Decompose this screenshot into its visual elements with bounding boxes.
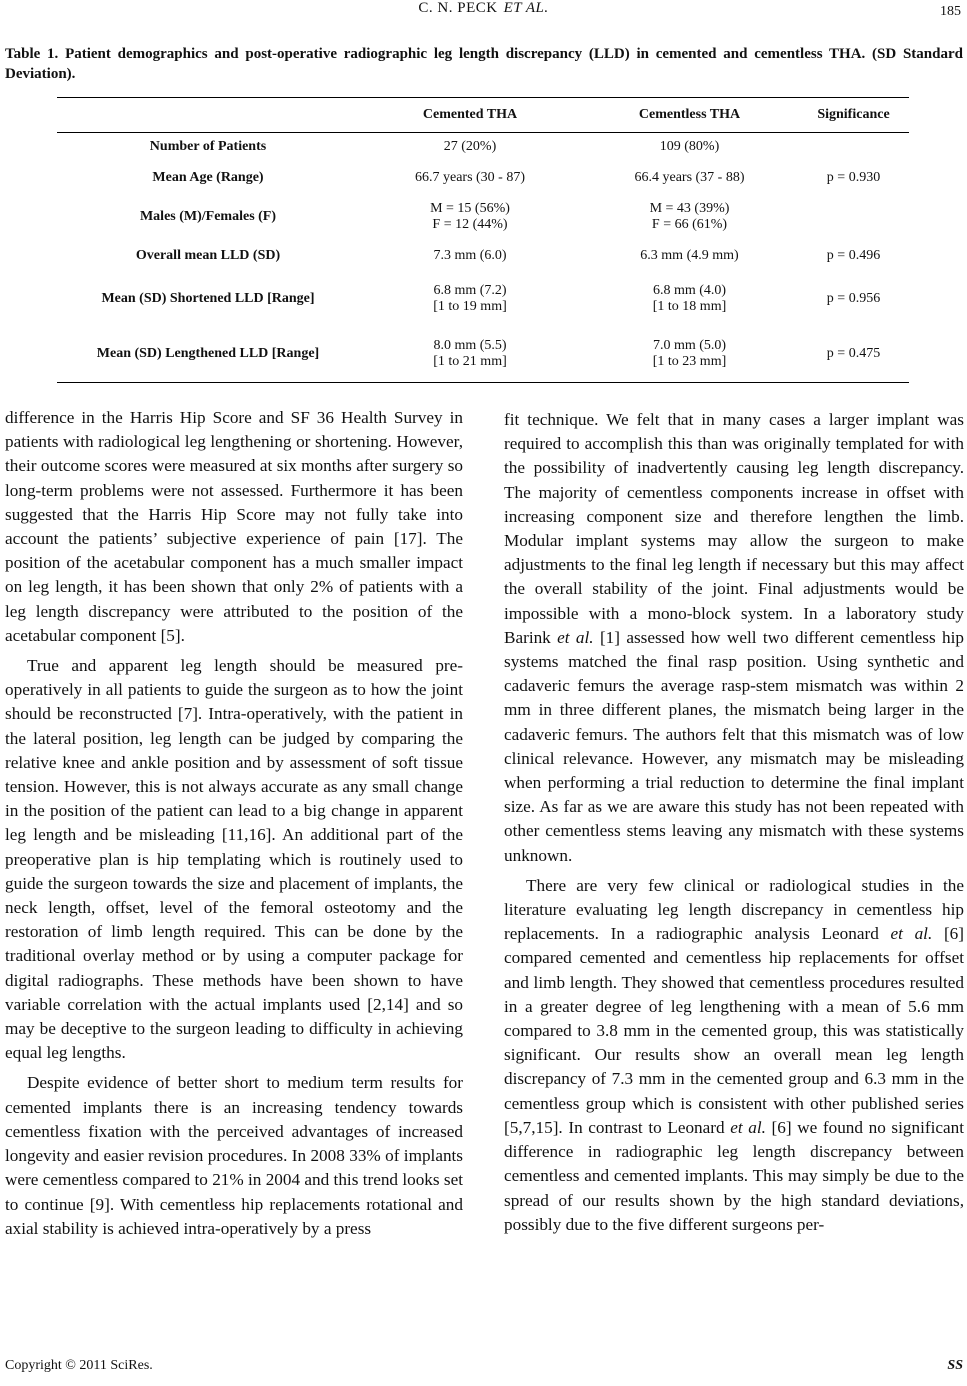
table-row [57, 133, 909, 162]
cementless-value: 109 (80%) [659, 139, 720, 155]
paragraph [5, 654, 463, 1065]
column-header: Cementless THA [581, 98, 798, 133]
cementless-value: 7.0 mm (5.0) [652, 338, 727, 354]
row-label: Mean (SD) Lengthened LLD [Range] [96, 346, 320, 362]
cemented-value: 66.7 years (30 - 87) [414, 170, 526, 185]
table-caption: Table 1. Patient demographics and post-operative radiographic leg length discrepancy (LLD) in cemented and cementless THA. (SD Standard Deviation). [5, 46, 963, 82]
cementless-value: F = 66 (61%) [651, 217, 728, 232]
left-text-column [5, 406, 463, 1241]
running-header [0, 0, 967, 28]
table-row [57, 240, 909, 272]
row-label: Overall mean LLD (SD) [135, 247, 281, 263]
table-row [57, 327, 909, 383]
row-label: Number of Patients [149, 139, 267, 155]
text-run: [6] we found no significant difference in radiographic leg length discrepancy between cementless and cemented implants. This may simply be due to the spread of our results shown by the high standard deviations, possibly due to the five different surgeons per- [504, 1117, 964, 1234]
cemented-value: 6.8 mm (7.2) [433, 283, 507, 298]
text-run: difference in the Harris Hip Score and SF 36 Health Survey in patients with radiological leg lengthening or shortening. However, their outcome scores were measured at six months after surgery so long-term problems were not assessed. Furthermore it has been suggested that the Harris Hip Score may not fully take into account the patients’ subjective experience of pain [17]. The position of the acetabular component has a much smaller impact on leg length, it has been shown that only 2% of patients with a leg length discrepancy were attributed to the position of the acetabular component [5]. [5, 408, 463, 645]
cemented-cell [359, 162, 581, 195]
cemented-value: 7.3 mm (6.0) [433, 247, 507, 263]
table-row [57, 272, 909, 327]
cementless-cell [581, 133, 798, 162]
row-label: Males (M)/Females (F) [139, 209, 277, 224]
cementless-value: [1 to 18 mm] [652, 299, 727, 314]
text-run: There are very few clinical or radiological studies in the literature evaluating leg length discrepancy in cementless hip replacements. In a radiographic analysis Leonard [504, 875, 964, 944]
running-author: C. N. PECK [418, 0, 498, 16]
cemented-cell [359, 272, 581, 327]
paragraph [5, 1071, 463, 1240]
running-etal: ET AL. [503, 0, 549, 16]
italic-text: et al. [890, 924, 933, 944]
italic-text: et al. [730, 1117, 766, 1137]
cementless-cell [581, 162, 798, 195]
cemented-value: [1 to 21 mm] [433, 354, 507, 370]
table-row [57, 195, 909, 240]
column-header: Cemented THA [359, 98, 581, 133]
right-text-column [504, 408, 964, 1237]
text-run: Despite evidence of better short to medium term results for cemented implants there is an increasing tendency towards cementless fixation with the perceived advantages of increased longevity and easier revision procedures. In 2008 33% of implants were cementless compared to 21% in 2004 and this trend looks set to continue [9]. With cementless hip replacements rotational and axial stability is achieved intra-operatively by a press [5, 1073, 463, 1238]
text-run: [1] assessed how well two different cementless hip systems matched the final rasp position. Using synthetic and cadaveric femurs the average rasp-stem mismatch was within 2 mm in three different planes, the mismatch being larger in the cadaveric femurs. The authors felt that this mismatch was of low clinical relevance. However, any mismatch may be misleading when performing a trial reduction to determine the final implant size. As far as we are aware this study has not been repeated with other cementless stems leaving any mismatch with these systems unknown. [504, 627, 964, 865]
cemented-value: [1 to 19 mm] [433, 299, 507, 314]
text-run: fit technique. We felt that in many cases a larger implant was required to accomplish this than was originally templated for with the possibility of inadvertently causing leg length discrepancy. The majority of cementless components increase in offset with increasing component size and therefore lengthen the limb. Modular implant systems may allow the surgeon to make adjustments to the final leg length if necessary but this may affect the overall stability of the joint. Final adjustments would be impossible with a mono-block system. In a laboratory study Barink [504, 410, 964, 647]
italic-text: et al. [557, 627, 594, 647]
significance-cell: p = 0.496 [826, 247, 881, 263]
demographics-table [57, 97, 909, 383]
cementless-value: 66.4 years (37 - 88) [634, 170, 745, 185]
paragraph [504, 408, 964, 868]
cementless-cell [581, 195, 798, 240]
text-run: [6] compared cemented and cementless hip replacements for offset and limb length. They showed that cementless procedures resulted in a greater degree of leg lengthening with a mean of 5.6 mm compared to 3.8 mm in the cemented group, this was statistically significant. Our results show an overall mean leg length discrepancy of 7.3 mm in the cemented group and 6.3 mm in the cementless group which is consistent with other published series [5,7,15]. In contrast to Leonard [504, 924, 964, 1137]
significance-cell: p = 0.475 [826, 346, 881, 362]
journal-abbreviation: SS [947, 1358, 963, 1373]
cementless-value: 6.8 mm (4.0) [652, 283, 727, 298]
paragraph [504, 874, 964, 1237]
cementless-cell [581, 327, 798, 383]
cemented-value: 8.0 mm (5.5) [433, 338, 507, 354]
paragraph [5, 406, 463, 648]
text-run: True and apparent leg length should be measured pre-operatively in all patients to guide the surgeon as to how the joint should be reconstructed [7]. Intra-operatively, with the patient in the lateral position, leg length can be judged by comparing the relative knee and ankle position and by assessment of soft tissue tension. However, this is not always accurate as any small change in the position of the patient can lead to a big change in apparent leg length and be misleading [11,16]. An additional part of the preoperative plan is hip templating which is routinely used to guide the surgeon towards the size and placement of implants, the neck length, offset, level of the femoral osteotomy and the restoration of limb length required. This can be done by the traditional overlay method or by using a computer package for digital radiographs. These methods have been shown to have variable correlation with the actual implants used [2,14] and so may be deceptive to the surgeon leading to difficulty in achieving equal leg lengths. [5, 656, 463, 1063]
table-header-row [57, 98, 909, 133]
significance-cell: p = 0.930 [826, 170, 881, 185]
table-body [57, 133, 909, 383]
running-title [0, 0, 967, 17]
cemented-cell [359, 240, 581, 272]
page-number: 185 [940, 4, 961, 19]
column-header [57, 98, 359, 133]
column-header: Significance [798, 98, 909, 133]
significance-cell: p = 0.956 [826, 291, 881, 306]
cemented-cell [359, 133, 581, 162]
cementless-value: [1 to 23 mm] [652, 354, 727, 370]
cementless-value: 6.3 mm (4.9 mm) [640, 247, 739, 263]
cemented-cell [359, 327, 581, 383]
cementless-value: M = 43 (39%) [649, 201, 730, 216]
cemented-value: 27 (20%) [443, 139, 497, 155]
significance-cell [798, 195, 909, 240]
cemented-cell [359, 195, 581, 240]
table-row [57, 162, 909, 195]
row-label: Mean Age (Range) [152, 170, 264, 185]
cementless-cell [581, 240, 798, 272]
cemented-value: M = 15 (56%) [430, 201, 510, 216]
row-label: Mean (SD) Shortened LLD [Range] [101, 291, 315, 306]
cementless-cell [581, 272, 798, 327]
cemented-value: F = 12 (44%) [432, 217, 508, 232]
copyright-notice: Copyright © 2011 SciRes. [5, 1358, 153, 1373]
significance-cell [798, 133, 909, 162]
